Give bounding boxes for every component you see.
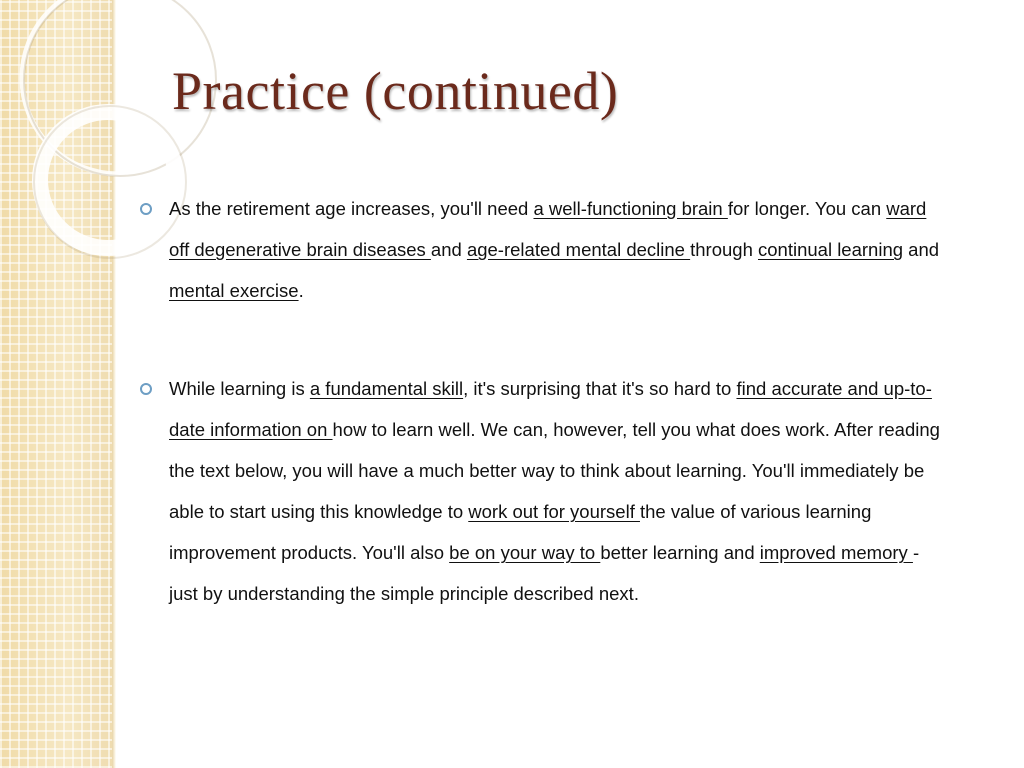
text-run: how to learn well. We can, however, tell you what does work. After reading the text below, you will have a much better way to think about learning. You'll immediately be able to start using this knowledge to — [169, 419, 940, 522]
underlined-phrase: mental exercise — [169, 280, 299, 301]
underlined-phrase: continual learning — [758, 239, 904, 260]
slide-title: Practice (continued) — [172, 61, 619, 121]
text-run: for longer. You can — [727, 198, 887, 219]
hollow-circle-bullet-icon — [140, 383, 152, 395]
text-run: and — [430, 239, 467, 260]
text-run: - just by understanding the simple principle described next. — [169, 542, 920, 604]
text-run: . — [298, 280, 304, 301]
bullet-list — [140, 188, 940, 614]
text-run: better learning and — [600, 542, 760, 563]
text-run: and — [903, 239, 940, 260]
underlined-phrase: a fundamental skill — [309, 378, 464, 399]
bullet-text — [169, 378, 940, 604]
hollow-circle-bullet-icon — [140, 203, 152, 215]
underlined-phrase: work out for yourself — [468, 501, 640, 522]
text-run: , it's surprising that it's so hard to — [463, 378, 737, 399]
bullet-text — [169, 198, 939, 301]
underlined-phrase: age-related mental decline — [466, 239, 691, 260]
text-run: through — [690, 239, 758, 260]
underlined-phrase: ward off degenerative brain diseases — [169, 198, 927, 260]
bullet-item — [140, 188, 940, 311]
text-run: As the retirement age increases, you'll need — [169, 198, 534, 219]
underlined-phrase: find accurate and up-to-date information on — [169, 378, 932, 440]
underlined-phrase: improved memory — [759, 542, 913, 563]
underlined-phrase: be on your way to — [449, 542, 601, 563]
text-run: the value of various learning improvement products. You'll also — [169, 501, 872, 563]
underlined-phrase: a well-functioning brain — [533, 198, 728, 219]
text-run: While learning is — [169, 378, 310, 399]
bullet-item — [140, 368, 940, 614]
